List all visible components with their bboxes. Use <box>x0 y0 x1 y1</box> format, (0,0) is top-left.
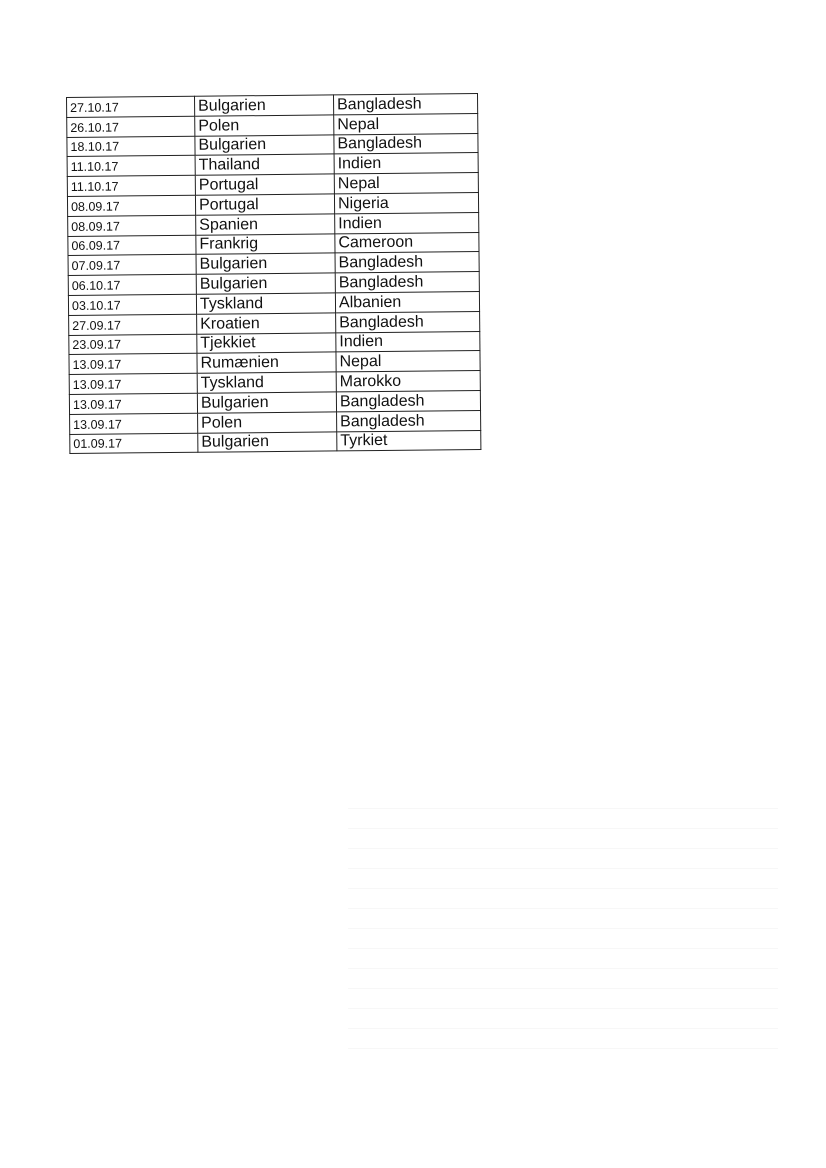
destination-country-cell: Bangladesh <box>334 133 478 154</box>
destination-country-cell: Bangladesh <box>337 410 481 431</box>
origin-country-cell: Frankrig <box>196 234 335 255</box>
destination-country-cell: Albanien <box>335 292 479 313</box>
destination-country-cell: Bangladesh <box>336 311 480 332</box>
date-cell: 03.10.17 <box>68 294 196 315</box>
destination-country-cell: Nepal <box>336 351 480 372</box>
destination-country-cell: Nepal <box>334 113 478 134</box>
origin-country-cell: Thailand <box>195 154 334 175</box>
origin-country-cell: Spanien <box>196 214 335 235</box>
date-cell: 18.10.17 <box>67 136 195 157</box>
table-row <box>70 430 481 454</box>
destination-country-cell: Bangladesh <box>336 390 480 411</box>
destination-country-cell: Indien <box>336 331 480 352</box>
origin-country-cell: Rumænien <box>197 352 336 373</box>
destination-country-cell: Cameroon <box>335 232 479 253</box>
origin-country-cell: Bulgarien <box>196 273 335 294</box>
destination-country-cell: Bangladesh <box>335 252 479 273</box>
origin-country-cell: Polen <box>198 412 337 433</box>
date-cell: 13.09.17 <box>69 373 197 394</box>
destination-country-cell: Bangladesh <box>335 272 479 293</box>
date-cell: 07.09.17 <box>68 255 196 276</box>
destination-country-cell: Indien <box>335 212 479 233</box>
origin-country-cell: Polen <box>195 115 334 136</box>
date-cell: 27.10.17 <box>67 96 195 117</box>
date-cell: 06.10.17 <box>68 274 196 295</box>
date-cell: 23.09.17 <box>69 334 197 355</box>
records-table-body <box>67 94 481 454</box>
origin-country-cell: Bulgarien <box>198 431 337 452</box>
origin-country-cell: Tjekkiet <box>197 332 336 353</box>
origin-country-cell: Bulgarien <box>195 135 334 156</box>
origin-country-cell: Bulgarien <box>197 392 336 413</box>
date-cell: 08.09.17 <box>67 195 195 216</box>
records-table <box>66 93 481 454</box>
date-cell: 26.10.17 <box>67 116 195 137</box>
destination-country-cell: Marokko <box>336 371 480 392</box>
date-cell: 08.09.17 <box>68 215 196 236</box>
date-cell: 13.09.17 <box>69 393 197 414</box>
scan-show-through <box>348 808 778 1058</box>
origin-country-cell: Tyskland <box>196 293 335 314</box>
origin-country-cell: Bulgarien <box>194 95 333 116</box>
date-cell: 06.09.17 <box>68 235 196 256</box>
destination-country-cell: Nepal <box>334 173 478 194</box>
destination-country-cell: Tyrkiet <box>337 430 481 451</box>
origin-country-cell: Bulgarien <box>196 253 335 274</box>
date-cell: 01.09.17 <box>70 433 198 454</box>
date-cell: 11.10.17 <box>67 156 195 177</box>
records-table-wrap <box>66 93 481 454</box>
destination-country-cell: Nigeria <box>334 193 478 214</box>
destination-country-cell: Indien <box>334 153 478 174</box>
origin-country-cell: Tyskland <box>197 372 336 393</box>
date-cell: 13.09.17 <box>70 413 198 434</box>
date-cell: 11.10.17 <box>67 175 195 196</box>
origin-country-cell: Portugal <box>195 194 334 215</box>
date-cell: 13.09.17 <box>69 354 197 375</box>
origin-country-cell: Portugal <box>195 174 334 195</box>
destination-country-cell: Bangladesh <box>333 94 477 115</box>
origin-country-cell: Kroatien <box>197 313 336 334</box>
date-cell: 27.09.17 <box>69 314 197 335</box>
